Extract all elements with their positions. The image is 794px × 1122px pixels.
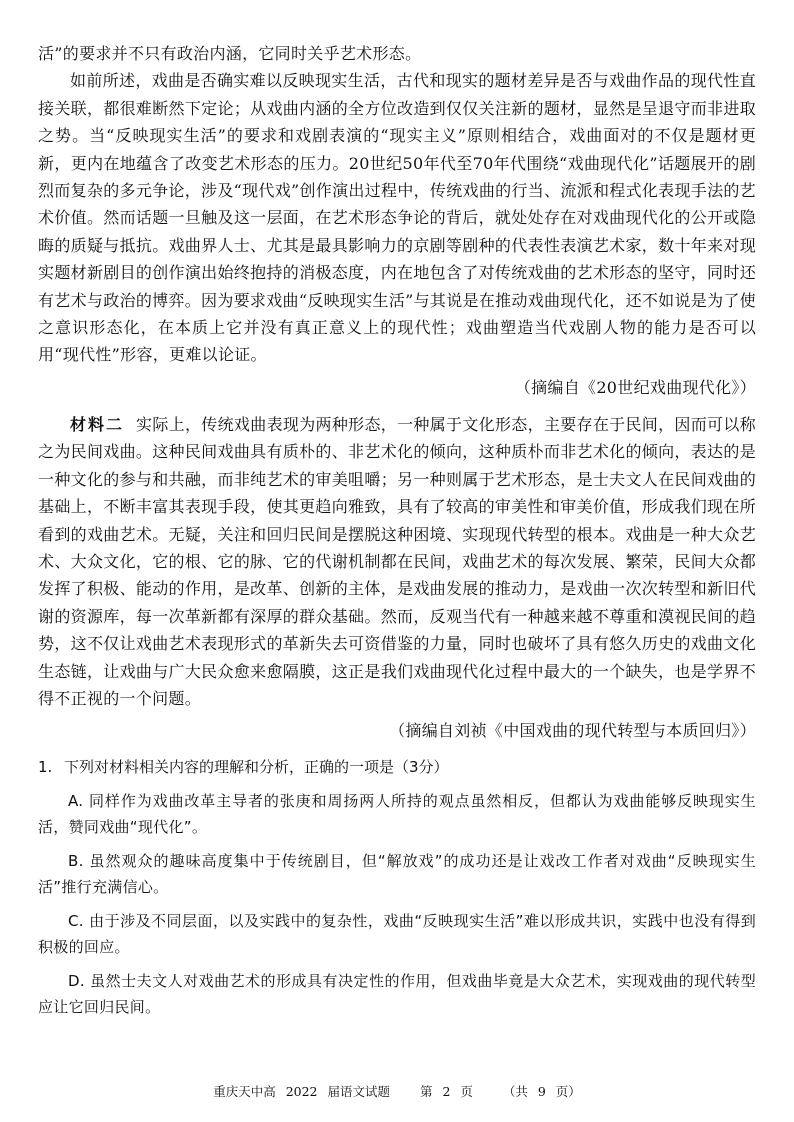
material2-label: 材料二	[70, 414, 125, 434]
exam-page	[38, 40, 756, 1028]
material1-source: （摘编自《20世纪戏曲现代化》）	[514, 377, 756, 397]
option-a[interactable]: A. 同样作为戏曲改革主导者的张庚和周扬两人所持的观点虽然相反，但都认为戏曲能够反映现实生活，赞同戏曲“现代化”。	[38, 792, 756, 837]
page-footer	[0, 1082, 794, 1100]
option-b[interactable]: B. 虽然观众的趣味高度集中于传统剧目，但“解放戏”的成功还是让戏改工作者对戏曲“反映现实生活”推行充满信心。	[38, 852, 756, 897]
material2-source: （摘编自刘祯《中国戏曲的现代转型与本质回归》）	[389, 721, 756, 741]
footer-total-pages: （共 9 页）	[502, 1084, 581, 1099]
footer-page-number: 第 2 页	[419, 1084, 473, 1099]
material2-paragraph	[38, 411, 756, 712]
question-stem	[38, 754, 756, 780]
option-c[interactable]: C. 由于涉及不同层面，以及实践中的复杂性，戏曲“反映现实生活”难以形成共识，实践中也没有得到积极的回应。	[38, 912, 756, 957]
option-d[interactable]: D. 虽然士夫文人对戏曲艺术的形成具有决定性的作用，但戏曲毕竟是大众艺术，实现戏曲的现代转型应让它回归民间。	[38, 972, 756, 1017]
footer-exam-title: 重庆天中高 2022 届语文试题	[213, 1084, 390, 1099]
material1-paragraph-tail: 活”的要求并不只有政治内涵，它同时关乎艺术形态。	[38, 44, 422, 63]
material2-text: 实际上，传统戏曲表现为两种形态，一种属于文化形态，主要存在于民间，因而可以称之为民间戏曲。这种民间戏曲具有质朴的、非艺术化的倾向，这种质朴而非艺术化的倾向，表达的是一种文化的参与和共融，而非纯艺术的审美咀嚼；另一种则属于艺术形态，是士夫文人在民间戏曲的基础上，不断丰富其表现手段，使其更趋向雅致，具有了较高的审美性和审美价值，形成我们现在所看到的戏曲艺术。无疑，关注和回归民间是摆脱这种困境、实现现代转型的根本。戏曲是一种大众艺术、大众文化，它的根、它的脉、它的代谢机制都在民间，戏曲艺术的每次发展、繁荣，民间大众都发挥了积极、能动的作用，是改革、创新的主体，是戏曲发展的推动力，是戏曲一次次转型和新旧代谢的资源库，每一次革新都有深厚的群众基础。然而，反观当代有一种越来越不尊重和漠视民间的趋势，这不仅让戏曲艺术表现形式的革新失去可资借鉴的力量，同时也破坏了具有悠久历史的戏曲文化生态链，让戏曲与广大民众愈来愈隔膜，这正是我们戏曲现代化过程中最大的一个缺失，也是学界不得不正视的一个问题。	[38, 414, 756, 708]
question-stem-text: 下列对材料相关内容的理解和分析，正确的一项是（3分）	[64, 758, 449, 777]
question-1	[38, 754, 756, 1020]
material1-paragraph-main: 如前所述，戏曲是否确实难以反映现实生活，古代和现实的题材差异是否与戏曲作品的现代性直接关联，都很难断然下定论；从戏曲内涵的全方位改造到仅仅关注新的题材，显然是呈退守而非进取之势。当“反映现实生活”的要求和戏剧表演的“现实主义”原则相结合，戏曲面对的不仅是题材更新，更内在地蕴含了改变艺术形态的压力。20世纪50年代至70年代围绕“戏曲现代化”话题展开的剧烈而复杂的多元争论，涉及“现代戏”创作演出过程中，传统戏曲的行当、流派和程式化表现手法的艺术价值。然而话题一旦触及这一层面，在艺术形态争论的背后，就处处存在对戏曲现代化的公开或隐晦的质疑与抵抗。戏曲界人士、尤其是最具影响力的京剧等剧种的代表性表演艺术家，数十年来对现实题材新剧目的创作演出始终抱持的消极态度，内在地包含了对传统戏曲的艺术形态的坚守，同时还有艺术与政治的博弈。因为要求戏曲“反映现实生活”与其说是在推动戏曲现代化，还不如说是为了使之意识形态化，在本质上它并没有真正意义上的现代性；戏曲塑造当代戏剧人物的能力是否可以用“现代性”形容，更难以论证。	[38, 71, 756, 365]
question-number: 1.	[38, 758, 53, 777]
